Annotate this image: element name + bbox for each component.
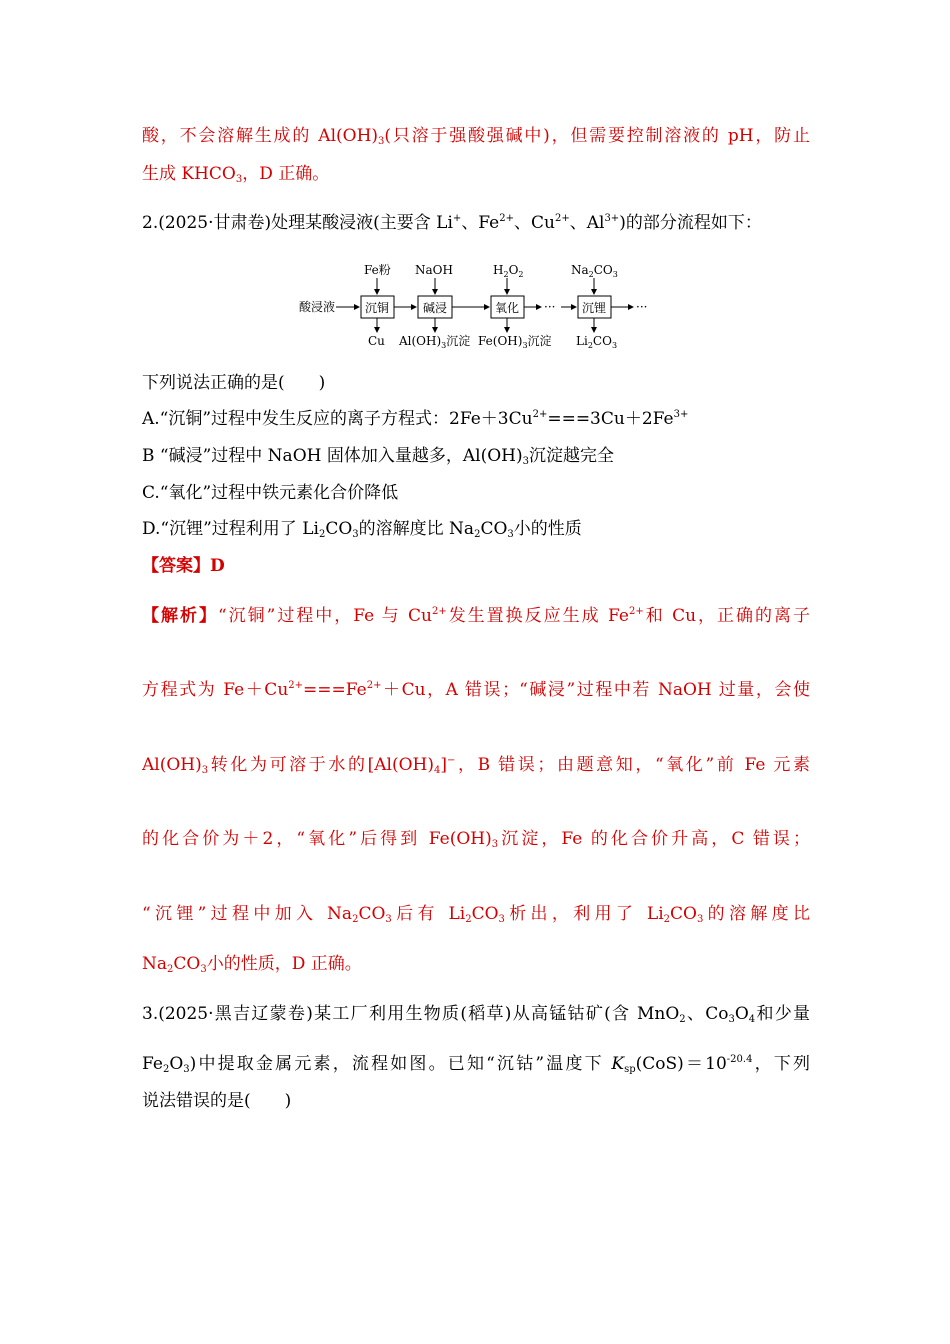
process-flow-diagram — [295, 258, 660, 350]
answer-value: D — [210, 556, 225, 576]
question-3-stem-line-3: 说法错误的是( ) — [142, 1091, 292, 1111]
flow-ellipsis-2: ··· — [636, 300, 648, 314]
option-b: B “碱浸”过程中 NaOH 固体加入量越多，$Al(OH)_3$沉淀越完全 — [142, 446, 614, 467]
answer — [142, 554, 810, 578]
flow-step-4: 沉锂 — [582, 301, 607, 315]
option-d: D.“沉锂”过程利用了 $Li_2CO_3$的溶解度比 $Na_2CO_3$小的性质 — [142, 519, 582, 540]
product-3: $Fe(OH)_3$沉淀 — [478, 334, 552, 350]
question-3-stem-line-1: 3.(2025·黑吉辽蒙卷)某工厂利用生物质(稻草)从高锰钴矿(含 MnO$_2$、$Co_3O_4$和少量 — [142, 1004, 811, 1025]
product-1: Cu — [368, 334, 385, 348]
explanation-line-4: 的化合价为＋2，“氧化”后得到 $Fe(OH)_3$沉淀，Fe 的化合价升高，C 错误； — [142, 829, 810, 850]
explanation-line-2: 方程式为 $Fe+Cu^{2+}===Fe^{2+}+Cu$，A 错误；“碱浸”过程中若 NaOH 过量，会使 — [142, 680, 810, 700]
question-3-stem-line-2: $Fe_2O_3$)中提取金属元素，流程如图。已知“沉钴”温度下 $K_{sp}(CoS)=10^{-20.4}$，下列 — [142, 1054, 810, 1075]
product-2: $Al(OH)_3$沉淀 — [399, 334, 471, 350]
answer-label: 【答案】 — [142, 556, 210, 576]
explanation-line-5: “沉锂”过程中加入 $Na_2CO_3$后有 $Li_2CO_3$析出，利用了 $Li_2CO_3$的溶解度比 — [142, 904, 810, 925]
explanation-line-1: 【解析】“沉铜”过程中，Fe 与 $Cu^{2+}$发生置换反应生成 $Fe^{2+}$和 Cu，正确的离子 — [142, 606, 810, 626]
flow-step-1: 沉铜 — [365, 301, 390, 315]
flow-ellipsis-1: ··· — [544, 300, 556, 314]
flow-step-2: 碱浸 — [423, 301, 448, 315]
reagent-3: $H_2O_2$ — [493, 263, 524, 279]
option-c: C.“氧化”过程中铁元素化合价降低 — [142, 483, 399, 503]
reagent-1: Fe粉 — [364, 263, 391, 277]
question-2-prompt: 下列说法正确的是( ) — [142, 373, 326, 393]
product-4: $Li_2CO_3$ — [576, 334, 618, 350]
reagent-2: NaOH — [415, 263, 453, 277]
prev-explanation-line-2: 生成 $KHCO_3$，D 正确。 — [142, 164, 330, 185]
question-2-stem: 2.(2025·甘肃卷)处理某酸浸液(主要含 Li+、$Fe^{2+}$、$Cu^{2+}$、$Al^{3+}$)的部分流程如下： — [142, 213, 762, 233]
explanation-line-3: $Al(OH)_3$转化为可溶于水的$[Al(OH)_4]^-$，B 错误；由题意知，“氧化”前 Fe 元素 — [142, 755, 811, 776]
prev-explanation-line-1: 酸，不会溶解生成的 $Al(OH)_3$(只溶于强酸强碱中)，但需要控制溶液的 pH，防止 — [142, 126, 810, 147]
explanation-line-6: $Na_2CO_3$小的性质，D 正确。 — [142, 954, 362, 975]
explanation-label: 【解析】 — [142, 606, 218, 626]
reagent-4: $Na_2CO_3$ — [571, 263, 618, 279]
flow-start-label: 酸浸液 — [299, 300, 336, 314]
option-a: A.“沉铜”过程中发生反应的离子方程式：$2Fe+3Cu^{2+}===3Cu+2Fe^{3+}$ — [142, 409, 689, 429]
flow-step-3: 氧化 — [495, 301, 520, 315]
